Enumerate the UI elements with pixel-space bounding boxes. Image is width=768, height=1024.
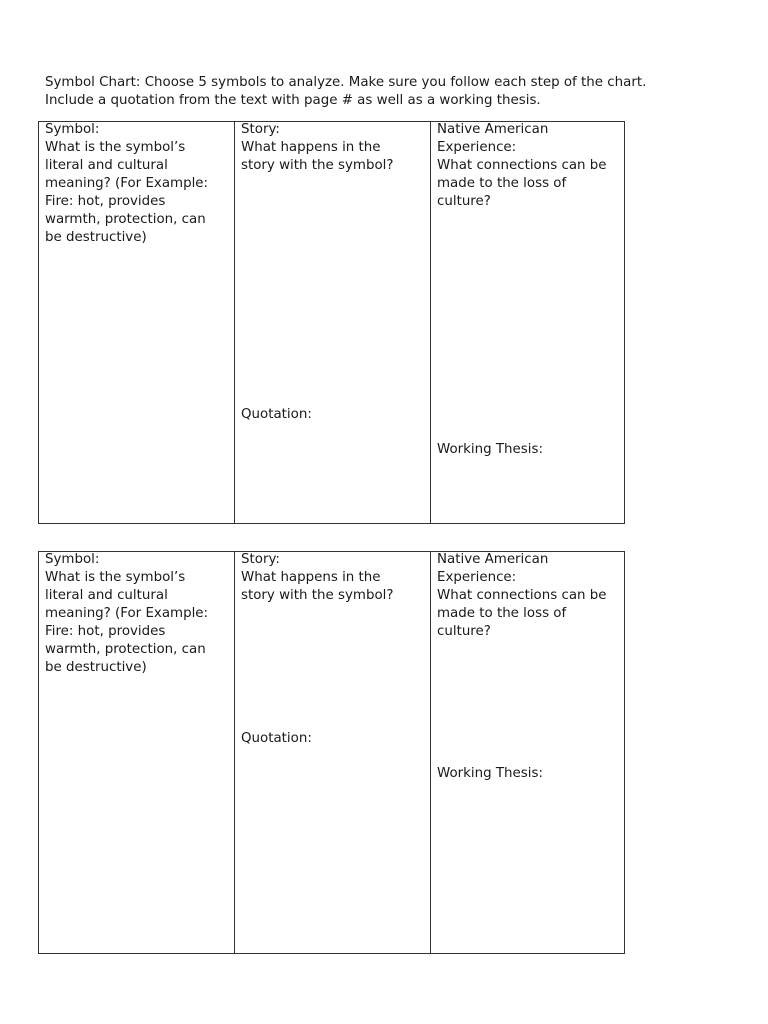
symbol-heading: Symbol: [45, 122, 100, 137]
native-american-experience-cell[interactable] [430, 552, 624, 953]
story-cell-text [241, 121, 426, 175]
story-cell[interactable] [234, 552, 430, 953]
working-thesis-label: Working Thesis: [437, 442, 543, 457]
story-prompt: What happens in the story with the symbol? [241, 570, 394, 603]
symbol-prompt: What is the symbol’s literal and cultural meaning? (For Example: Fire: hot, provides warmth, protection, can be destructive) [45, 140, 209, 245]
story-cell[interactable] [234, 122, 430, 523]
native-heading: Native American Experience: [437, 122, 549, 155]
native-heading: Native American Experience: [437, 552, 549, 585]
instructions-line-1: Symbol Chart: Choose 5 symbols to analyze. Make sure you follow each step of the chart. [45, 75, 647, 90]
quotation-label: Quotation: [241, 731, 312, 746]
symbol-chart-1 [38, 121, 625, 524]
story-heading: Story: [241, 552, 280, 567]
native-american-experience-cell[interactable] [430, 122, 624, 523]
story-prompt: What happens in the story with the symbol? [241, 140, 394, 173]
instructions-line-2: Include a quotation from the text with page # as well as a working thesis. [45, 93, 541, 108]
native-cell-text [437, 551, 620, 641]
symbol-cell-text [45, 551, 230, 677]
story-heading: Story: [241, 122, 280, 137]
story-cell-text [241, 551, 426, 605]
native-prompt: What connections can be made to the loss of culture? [437, 588, 607, 639]
quotation-label: Quotation: [241, 407, 312, 422]
symbol-prompt: What is the symbol’s literal and cultural meaning? (For Example: Fire: hot, provides warmth, protection, can be destructive) [45, 570, 209, 675]
symbol-cell[interactable] [39, 552, 234, 953]
working-thesis-label: Working Thesis: [437, 766, 543, 781]
native-cell-text [437, 121, 620, 211]
symbol-cell-text [45, 121, 230, 247]
instructions [45, 74, 745, 110]
symbol-chart-2 [38, 551, 625, 954]
symbol-heading: Symbol: [45, 552, 100, 567]
symbol-cell[interactable] [39, 122, 234, 523]
native-prompt: What connections can be made to the loss of culture? [437, 158, 607, 209]
